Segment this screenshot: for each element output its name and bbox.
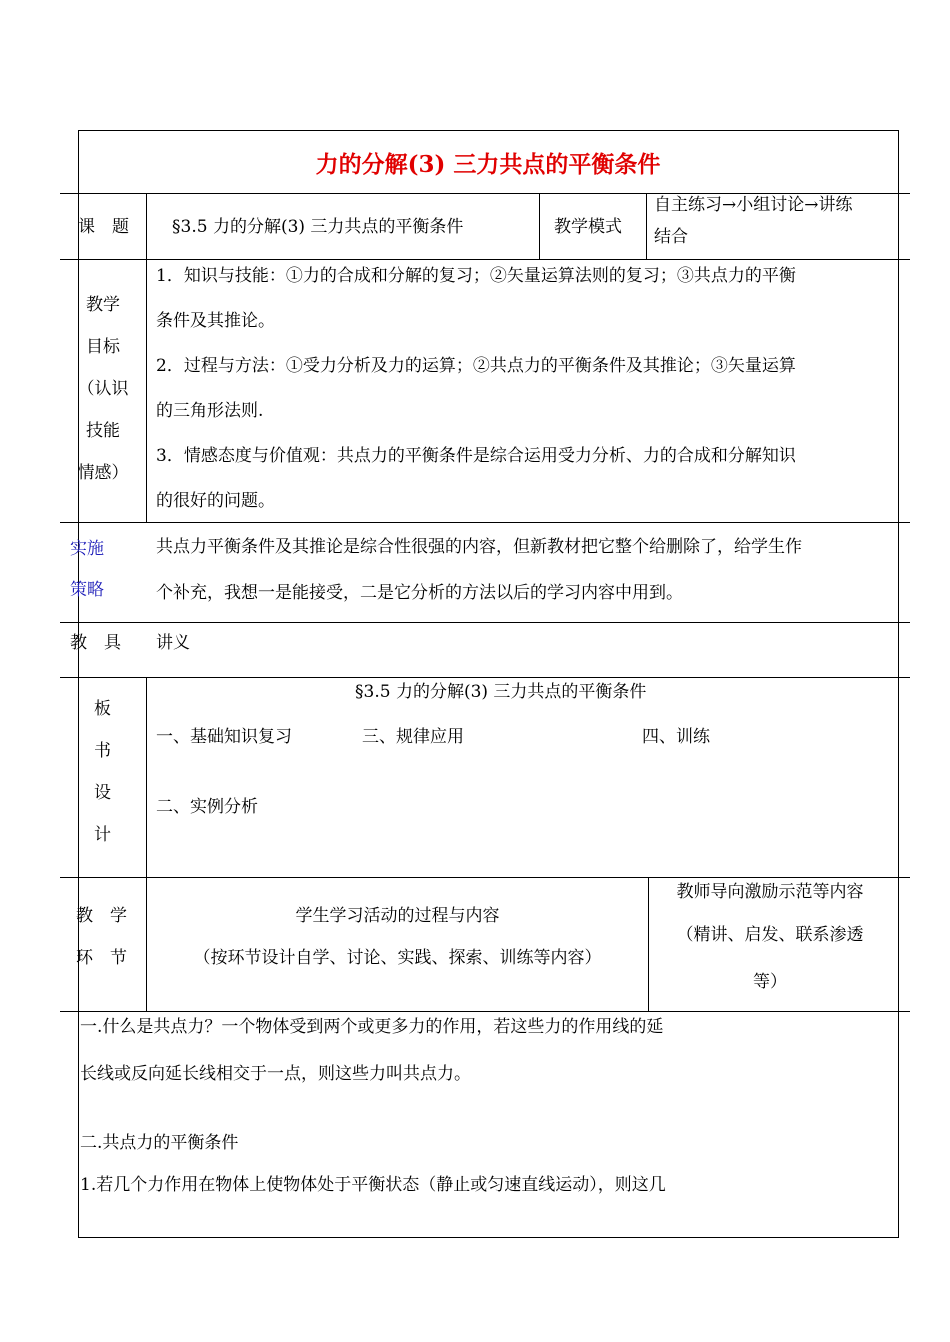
tools-label: 教 具 [70,633,121,653]
content-p1-line2: 长线或反向延长线相交于一点，则这些力叫共点力。 [80,1064,471,1084]
content-p2-line1: 1.若几个力作用在物体上使物体处于平衡状态（静止或匀速直线运动），则这几 [80,1175,666,1195]
mode-value-line2: 结合 [654,227,688,247]
mode-label: 教学模式 [554,217,622,237]
stage-right-line2: （精讲、启发、联系渗透 [676,925,864,945]
stage-middle-line1: 学生学习活动的过程与内容 [295,906,500,926]
board-heading: §3.5 力的分解(3) 三力共点的平衡条件 [355,682,647,702]
page-title: 力的分解(3) 三力共点的平衡条件 [315,151,661,178]
stage-middle-line2: （按环节设计自学、讨论、实践、探索、训练等内容） [193,948,602,968]
board-item-2: 二、实例分析 [156,797,258,817]
board-item-4: 四、训练 [642,727,710,747]
board-item-1: 一、基础知识复习 [156,727,292,747]
content-p2-heading: 二.共点力的平衡条件 [80,1133,239,1153]
tools-value: 讲义 [156,633,190,653]
topic-value: §3.5 力的分解(3) 三力共点的平衡条件 [172,217,464,237]
mode-value-line1: 自主练习→小组讨论→讲练 [654,195,853,215]
stage-right-line1: 教师导向激励示范等内容 [676,882,864,902]
board-item-3: 三、规律应用 [362,727,464,747]
stage-label-line2: 环 节 [76,948,127,968]
stage-right-line3: 等） [753,972,787,992]
stage-label-line1: 教 学 [76,906,127,926]
content-p1-line1: 一.什么是共点力？一个物体受到两个或更多力的作用，若这些力的作用线的延 [80,1017,664,1037]
topic-label: 课 题 [78,217,129,237]
